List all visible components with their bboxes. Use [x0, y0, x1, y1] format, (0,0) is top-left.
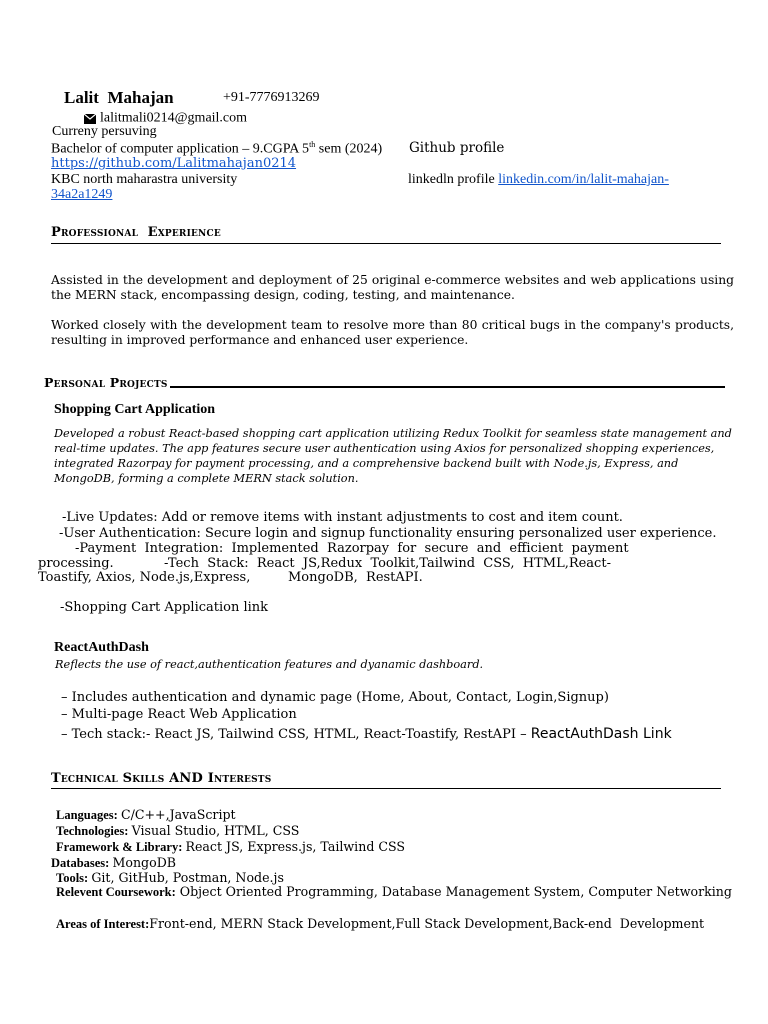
degree-superscript: th — [309, 140, 316, 149]
education-status: Curreny persuving — [52, 124, 157, 139]
skill-value: Front-end, MERN Stack Development,Full Stack Development,Back-end Development — [149, 916, 705, 931]
degree-text: Bachelor of computer application – 9.CGPA 5 — [51, 141, 310, 157]
candidate-name: Lalit Mahajan — [64, 88, 174, 107]
skill-value: Object Oriented Programming, Database Management System, Computer Networking — [175, 884, 732, 899]
project-tech-stack-continued: Toastify, Axios, Node.js,Express, — [38, 570, 251, 585]
skill-label: Areas of Interest: — [56, 917, 150, 931]
skill-value: Visual Studio, HTML, CSS — [131, 823, 300, 838]
phone-number: +91-7776913269 — [223, 90, 320, 105]
project-bullet: – Multi-page React Web Application — [61, 707, 297, 722]
project-bullet: -Live Updates: Add or remove items with instant adjustments to cost and item count. — [62, 510, 623, 525]
project-description-shopping-cart: Developed a robust React-based shopping cart application utilizing Redux Toolkit for seamless state management and real-time updates. The app features secure user authentication using Axios for personalized shopping experiences, integrated Razorpay for payment processing, and a comprehensive backend built with Node.js, Express, and MongoDB, forming a complete MERN stack solution. — [54, 427, 732, 485]
skill-value: C/C++,JavaScript — [120, 807, 236, 822]
degree-tail: sem (2024) — [315, 141, 383, 157]
linkedin-link[interactable]: linkedin.com/in/lalit-mahajan- — [498, 172, 669, 187]
experience-paragraph-1: Assisted in the development and deployment of 25 original e-commerce websites and web applications using the MERN stack, encompassing design, coding, testing, and maintenance. — [51, 273, 734, 302]
project-title-reactauthdash: ReactAuthDash — [54, 640, 149, 655]
skill-label: Tools: — [56, 871, 92, 885]
email-address[interactable]: lalitmali0214@gmail.com — [100, 110, 248, 126]
project-title-shopping-cart: Shopping Cart Application — [54, 402, 216, 417]
skill-value: MongoDB — [112, 855, 177, 870]
project-bullet-continued: processing. — [38, 556, 114, 571]
linkedin-row — [408, 172, 669, 188]
skill-label: Relevent Coursework: — [56, 885, 176, 899]
skill-label: Framework & Library: — [56, 840, 186, 854]
project-bullet — [61, 723, 672, 742]
shopping-cart-link[interactable]: -Shopping Cart Application link — [60, 600, 269, 615]
reactauthdash-link[interactable]: ReactAuthDash Link — [530, 726, 672, 742]
github-label: Github profile — [409, 140, 505, 156]
section-divider — [170, 386, 725, 388]
section-divider — [51, 243, 721, 244]
experience-paragraph-2: Worked closely with the development team to resolve more than 80 critical bugs in the company's products, resulting in improved performance and enhanced user experience. — [51, 318, 734, 347]
section-heading-skills: Technical Skills AND Interests — [51, 771, 272, 786]
university-name: KBC north maharastra university — [51, 172, 238, 187]
skill-label: Technologies: — [56, 824, 132, 838]
project-tech-stack-continued: MongoDB, RestAPI. — [288, 570, 423, 585]
skill-label: Databases: — [51, 856, 113, 870]
section-divider — [51, 788, 721, 789]
skill-value: Git, GitHub, Postman, Node.js — [91, 870, 284, 885]
degree-line — [51, 140, 382, 158]
project-tech-stack: -Tech Stack: React JS,Redux Toolkit,Tailwind CSS, HTML,React- — [164, 556, 611, 571]
skill-label: Languages: — [56, 808, 121, 822]
linkedin-link-continued[interactable]: 34a2a1249 — [51, 187, 113, 202]
project-description-reactauthdash: Reflects the use of react,authentication features and dyanamic dashboard. — [55, 658, 484, 671]
linkedin-label: linkedln profile — [408, 172, 499, 187]
project-bullet-text: – Tech stack:- React JS, Tailwind CSS, HTML, React-Toastify, RestAPI – — [61, 727, 531, 742]
skill-interests — [56, 913, 704, 932]
skill-value: React JS, Express.js, Tailwind CSS — [185, 839, 406, 854]
section-heading-projects: Personal Projects — [44, 375, 168, 390]
section-heading-experience: Professional Experience — [51, 225, 221, 240]
github-link[interactable]: https://github.com/Lalitmahajan0214 — [51, 156, 297, 171]
project-bullet: -User Authentication: Secure login and signup functionality ensuring personalized user experience. — [59, 526, 717, 541]
skill-coursework — [56, 883, 734, 900]
project-bullet: -Payment Integration: Implemented Razorpay for secure and efficient payment — [75, 541, 629, 556]
project-bullet: – Includes authentication and dynamic page (Home, About, Contact, Login,Signup) — [61, 690, 609, 705]
